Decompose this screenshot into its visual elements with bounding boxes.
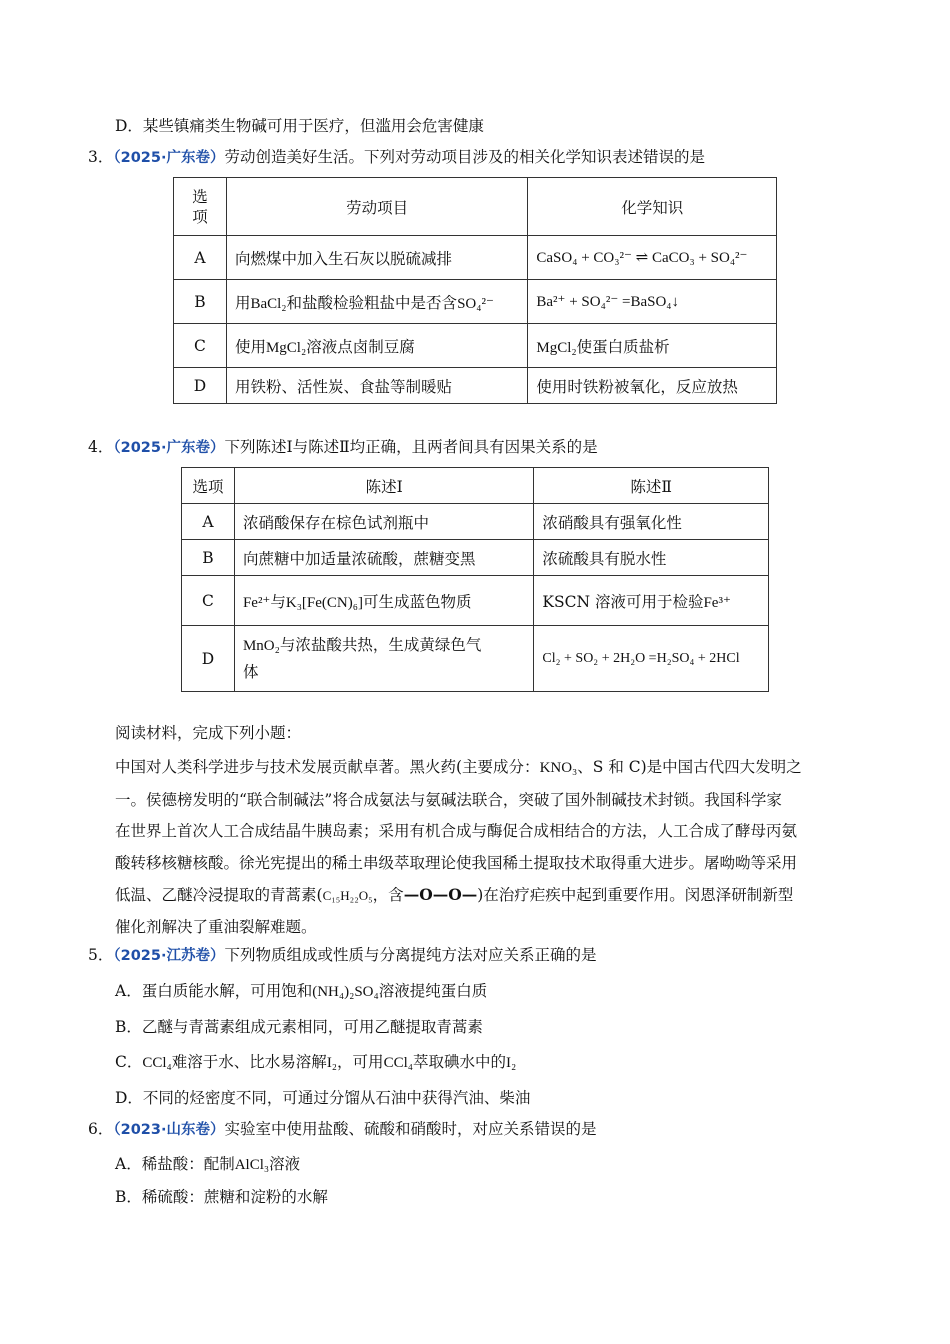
- statement-1-cell: 浓硝酸保存在棕色试剂瓶中: [234, 504, 533, 540]
- table-row: [174, 236, 777, 280]
- q5-option-d: D．不同的烃密度不同，可通过分馏从石油中获得汽油、柴油: [115, 1089, 531, 1107]
- q5-option-a: A．蛋白质能水解，可用饱和(NH₄)₂SO₄溶液提纯蛋白质: [115, 982, 488, 1000]
- statement-2-cell: 浓硫酸具有脱水性: [534, 540, 769, 576]
- option-cell: B: [182, 540, 235, 576]
- option-cell: D: [174, 368, 227, 404]
- q6-option-a: A．稀盐酸：配制AlCl₃溶液: [115, 1155, 301, 1173]
- q4-table: [181, 467, 769, 692]
- header-chem-knowledge: 化学知识: [528, 178, 777, 236]
- question-5-header: [88, 944, 597, 967]
- question-source: （2025·江苏卷）: [113, 948, 225, 964]
- table-row: [174, 324, 777, 368]
- knowledge-cell: CaSO₄ + CO₃²⁻ ⇌ CaCO₃ + SO₄²⁻: [528, 236, 777, 280]
- option-cell: D: [182, 626, 235, 692]
- formula: MgCl₂: [536, 339, 577, 356]
- formula: (NH₄)₂SO₄: [312, 984, 379, 1000]
- question-stem: 下列物质组成或性质与分离提纯方法对应关系正确的是: [224, 946, 597, 964]
- question-stem: 实验室中使用盐酸、硫酸和硝酸时，对应关系错误的是: [224, 1120, 597, 1138]
- option-d-prev: D．某些镇痛类生物碱可用于医疗，但滥用会危害健康: [115, 117, 484, 135]
- knowledge-cell: MgCl₂使蛋白质盐析: [528, 324, 777, 368]
- formula: CCl₄: [383, 1055, 413, 1071]
- item-cell: 用铁粉、活性炭、食盐等制暖贴: [226, 368, 527, 404]
- question-source: （2025·广东卷）: [113, 150, 225, 166]
- header-option: 选 项: [174, 178, 227, 236]
- formula: C₁₅H₂₂O₅: [322, 888, 373, 903]
- statement-2-cell: 浓硝酸具有强氧化性: [534, 504, 769, 540]
- option-cell: B: [174, 280, 227, 324]
- table-row: [182, 626, 769, 692]
- question-number: 5．: [88, 946, 114, 964]
- table-row: [182, 504, 769, 540]
- formula: CCl₄: [142, 1055, 172, 1071]
- question-6-header: [88, 1118, 597, 1141]
- statement-1-cell: MnO₂与浓盐酸共热，生成黄绿色气 体: [234, 626, 533, 692]
- reading-intro: 阅读材料，完成下列小题：: [115, 724, 302, 742]
- question-number: 3．: [88, 148, 114, 166]
- option-cell: C: [182, 576, 235, 626]
- q6-option-b: B．稀硫酸：蔗糖和淀粉的水解: [115, 1188, 328, 1206]
- formula: MnO₂: [242, 638, 280, 654]
- table-row: [182, 576, 769, 626]
- option-cell: C: [174, 324, 227, 368]
- formula: I₂: [326, 1055, 338, 1071]
- formula: AlCl₃: [234, 1157, 270, 1173]
- formula: Fe²⁺: [242, 594, 271, 611]
- table-row: [174, 280, 777, 324]
- question-4-header: [88, 436, 598, 459]
- option-cell: A: [174, 236, 227, 280]
- formula: Fe³⁺: [703, 594, 731, 611]
- question-number: 6．: [88, 1120, 114, 1138]
- q5-option-c: C．CCl₄难溶于水、比水易溶解I₂，可用CCl₄萃取碘水中的I₂: [115, 1053, 517, 1071]
- table-row: [174, 368, 777, 404]
- formula: K₃[Fe(CN)₆]: [285, 594, 363, 611]
- item-cell: 用BaCl₂和盐酸检验粗盐中是否含SO₄²⁻: [226, 280, 527, 324]
- formula: KNO₃: [539, 760, 578, 776]
- formula: MgCl₂: [265, 339, 307, 356]
- formula: BaCl₂: [250, 295, 287, 312]
- question-source: （2025·广东卷）: [113, 440, 225, 456]
- question-source: （2023·山东卷）: [113, 1122, 225, 1138]
- q5-option-b: B．乙醚与青蒿素组成元素相同，可用乙醚提取青蒿素: [115, 1018, 483, 1036]
- question-number: 4．: [88, 438, 114, 456]
- item-cell: 向燃煤中加入生石灰以脱硫减排: [226, 236, 527, 280]
- formula: SO₄²⁻: [457, 295, 494, 312]
- q3-table: [173, 177, 777, 404]
- reading-passage: 中国对人类科学进步与技术发展贡献卓著。黑火药(主要成分：KNO₃、S 和 C)是中国古代四大发明之 一。侯德榜发明的“联合制碱法”将合成氨法与氨碱法联合，突破了国外制碱技术封锁。我国科学家 在世界上首次人工合成结晶牛胰岛素；采用有机合成与酶促合成相结合的方法，人工合成了酵母丙氨 酸转移核糖核酸。徐光宪提出的稀土串级萃取理论使我国稀土提取技术取得重大进步。屠呦呦等采用 低温、乙醚冷浸提取的青蒿素(C₁₅H₂₂O₅，含—O—O—)在治疗疟疾中起到重要作用。闵恩泽研制新型 催化剂解决了重油裂解难题。: [115, 758, 802, 936]
- option-cell: A: [182, 504, 235, 540]
- knowledge-cell: 使用时铁粉被氧化，反应放热: [528, 368, 777, 404]
- formula: I₂: [506, 1055, 517, 1071]
- peroxide-bond: —O—O—: [403, 885, 478, 904]
- header-statement-1: 陈述Ⅰ: [234, 468, 533, 504]
- table-row: [182, 540, 769, 576]
- knowledge-cell: Ba²⁺ + SO₄²⁻ =BaSO₄↓: [528, 280, 777, 324]
- statement-1-cell: Fe²⁺与K₃[Fe(CN)₆]可生成蓝色物质: [234, 576, 533, 626]
- header-option: 选项: [182, 468, 235, 504]
- item-cell: 使用MgCl₂溶液点卤制豆腐: [226, 324, 527, 368]
- statement-2-cell: Cl₂ + SO₂ + 2H₂O =H₂SO₄ + 2HCl: [534, 626, 769, 692]
- question-3-header: [88, 146, 705, 169]
- header-statement-2: 陈述Ⅱ: [534, 468, 769, 504]
- statement-2-cell: KSCN 溶液可用于检验Fe³⁺: [534, 576, 769, 626]
- question-stem: 劳动创造美好生活。下列对劳动项目涉及的相关化学知识表述错误的是: [224, 148, 706, 166]
- statement-1-cell: 向蔗糖中加适量浓硫酸，蔗糖变黑: [234, 540, 533, 576]
- question-stem: 下列陈述Ⅰ与陈述Ⅱ均正确，且两者间具有因果关系的是: [224, 438, 598, 456]
- header-labor-item: 劳动项目: [226, 178, 527, 236]
